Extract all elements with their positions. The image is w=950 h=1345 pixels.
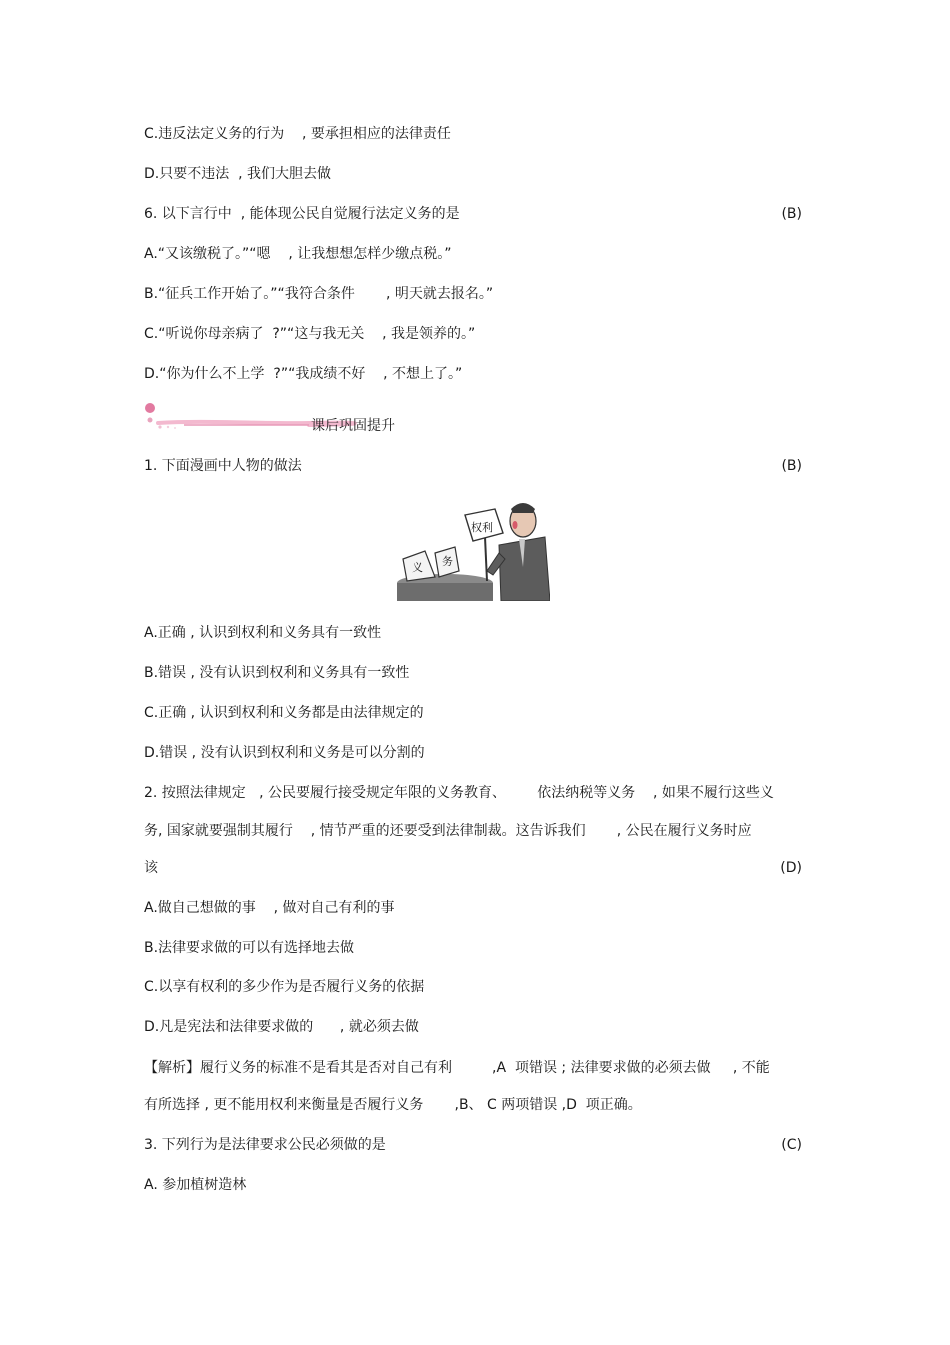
cartoon-man-mouth bbox=[513, 521, 518, 529]
p2-stem-line2: 务, 国家就要强制其履行 , 情节严重的还要受到法律制裁。这告诉我们 , 公民在履行义务时应 bbox=[144, 823, 752, 839]
section-header-decoration bbox=[144, 400, 464, 434]
q5-option-c: C.违反法定义务的行为 , 要承担相应的法律责任 bbox=[144, 126, 451, 142]
cartoon-fork bbox=[485, 537, 487, 581]
p1-option-c: C.正确 , 认识到权利和义务都是由法律规定的 bbox=[144, 705, 424, 721]
decor-dot-tiny-3 bbox=[174, 427, 176, 429]
p2-stem-line3: 该 bbox=[144, 860, 158, 876]
cartoon-man-body bbox=[499, 537, 550, 601]
p2-analysis-line1: 【解析】履行义务的标准不是看其是否对自己有利 ,A 项错误 ; 法律要求做的必须去做 , 不能 bbox=[144, 1060, 770, 1076]
p1-option-a: A.正确 , 认识到权利和义务具有一致性 bbox=[144, 625, 382, 641]
q6-answer: (B) bbox=[781, 206, 802, 222]
p1-stem: 1. 下面漫画中人物的做法 bbox=[144, 458, 302, 474]
decor-dot-tiny-1 bbox=[158, 425, 161, 428]
cartoon-man-hair bbox=[511, 503, 535, 513]
p2-answer: (D) bbox=[780, 860, 802, 876]
p3-answer: (C) bbox=[781, 1137, 802, 1153]
p2-option-b: B.法律要求做的可以有选择地去做 bbox=[144, 940, 355, 956]
p2-option-d: D.凡是宪法和法律要求做的 , 就必须去做 bbox=[144, 1019, 419, 1035]
q6-stem: 6. 以下言行中 , 能体现公民自觉履行法定义务的是 bbox=[144, 206, 460, 222]
q6-option-b: B.“征兵工作开始了。”“我符合条件 , 明天就去报名。” bbox=[144, 286, 494, 302]
p1-answer: (B) bbox=[781, 458, 802, 474]
p2-option-c: C.以享有权利的多少作为是否履行义务的依据 bbox=[144, 979, 425, 995]
section-title: 课后巩固提升 bbox=[311, 418, 395, 434]
decor-dot-tiny-2 bbox=[167, 426, 169, 428]
p3-option-a: A. 参加植树造林 bbox=[144, 1177, 247, 1193]
cartoon-label-yi: 义 bbox=[412, 562, 423, 574]
cartoon-illustration bbox=[395, 497, 550, 601]
cartoon-label-rights: 权利 bbox=[471, 522, 493, 534]
p3-stem: 3. 下列行为是法律要求公民必须做的是 bbox=[144, 1137, 386, 1153]
p2-stem-line1: 2. 按照法律规定 , 公民要履行接受规定年限的义务教育、 依法纳税等义务 , 如果不履行这些义 bbox=[144, 785, 774, 801]
p1-option-d: D.错误 , 没有认识到权利和义务是可以分割的 bbox=[144, 745, 425, 761]
decor-dot-small bbox=[148, 418, 153, 423]
q6-option-a: A.“又该缴税了。”“嗯 , 让我想想怎样少缴点税。” bbox=[144, 246, 452, 262]
q6-option-d: D.“你为什么不上学 ?”“我成绩不好 , 不想上了。” bbox=[144, 366, 463, 382]
p2-analysis-line2: 有所选择 , 更不能用权利来衡量是否履行义务 ,B、 C 两项错误 ,D 项正确。 bbox=[144, 1097, 642, 1113]
p1-option-b: B.错误 , 没有认识到权利和义务具有一致性 bbox=[144, 665, 410, 681]
cartoon-table-base bbox=[397, 583, 493, 601]
decor-dot-large bbox=[145, 403, 155, 413]
cartoon-label-wu: 务 bbox=[442, 556, 453, 568]
p2-option-a: A.做自己想做的事 , 做对自己有利的事 bbox=[144, 900, 395, 916]
q6-option-c: C.“听说你母亲病了 ?”“这与我无关 , 我是领养的。” bbox=[144, 326, 476, 342]
q5-option-d: D.只要不违法 , 我们大胆去做 bbox=[144, 166, 332, 182]
